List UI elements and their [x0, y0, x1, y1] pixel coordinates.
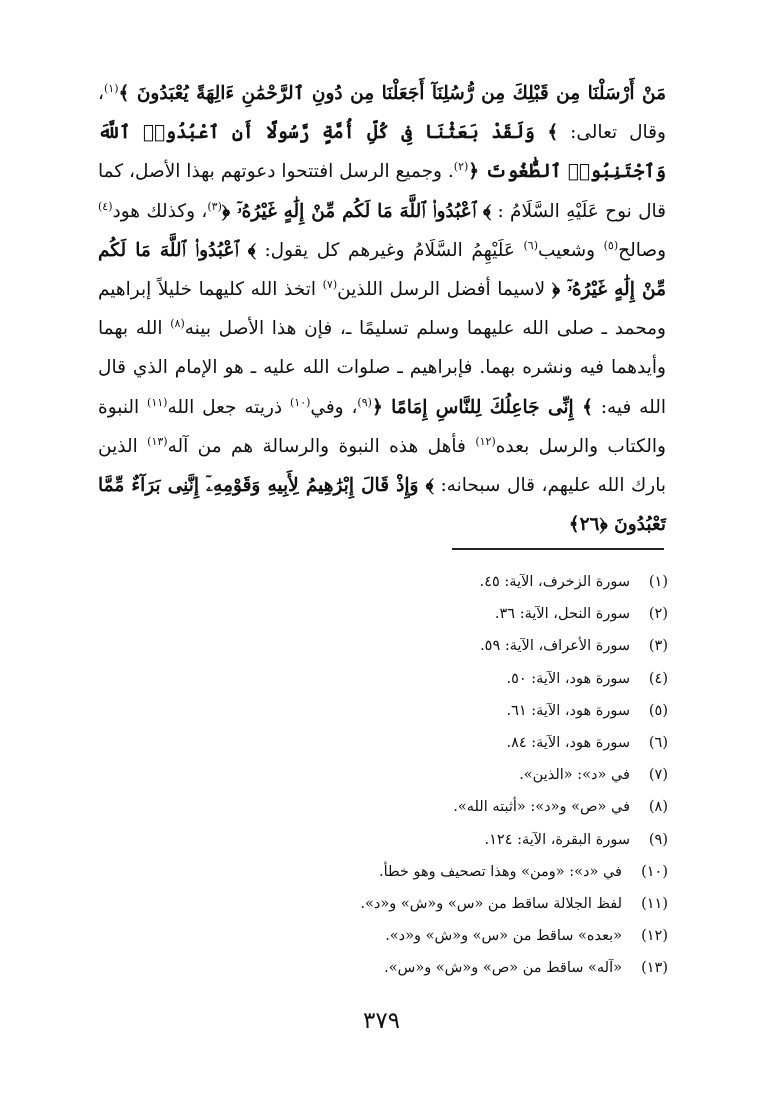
footnote-number: (٩) — [648, 831, 668, 848]
footnote-text: سورة الزخرف، الآية: ٤٥. — [479, 574, 630, 590]
quran-verse: ﴾ وَإِذْ قَالَ إِبْرَٰهِيمُ لِأَبِيهِ وَقَوْمِهِۦٓ إِنَّنِى بَرَآءٌ مِّمَّا تَعْبُدُونَ ﴿٢٦﴾ — [98, 475, 666, 536]
footnote-separator — [452, 548, 664, 550]
quran-verse: ﴾ ٱعْبُدُوا۟ ٱللَّهَ مَا لَكُم مِّنْ إِلَٰهٍ غَيْرُهُۥٓ ﴿ — [221, 200, 492, 222]
quran-verse: ﴾ وَلَقَدْ بَعَثْنَا فِى كُلِّ أُمَّةٍ رَّسُولًا أَنِ ٱعْبُدُوا۟ ٱللَّهَ وَٱجْتَنِبُوا۟ ٱلطَّٰغُوتَ ﴿ — [98, 122, 666, 183]
footnote-item — [150, 888, 668, 920]
footnote-number: (١١) — [641, 895, 668, 912]
footnote-number: (٥) — [648, 702, 668, 719]
footnote-item — [150, 824, 668, 856]
footnote-number: (١٣) — [641, 960, 668, 977]
footnote-text: سورة هود، الآية: ٦١. — [506, 702, 630, 719]
quran-verse: ﴾ إِنِّى جَاعِلُكَ لِلنَّاسِ إِمَامًا ﴿ — [371, 396, 593, 418]
footnote-number: (٧) — [648, 767, 668, 784]
footnote-ref: (١٢) — [475, 434, 496, 448]
footnote-text: سورة النحل، الآية: ٣٦. — [494, 606, 630, 623]
footnote-number: (٨) — [648, 799, 668, 816]
footnote-item — [150, 630, 668, 662]
footnote-ref: (٥) — [603, 238, 619, 252]
footnote-text: «بعده» ساقط من «س» و«ش» و«د». — [385, 928, 622, 945]
footnote-number: (١) — [648, 574, 668, 590]
footnote-item — [150, 566, 668, 598]
footnote-ref: (٨) — [170, 317, 185, 331]
footnote-text: لفظ الجلالة ساقط من «س» و«ش» و«د». — [360, 895, 622, 912]
footnote-ref: (٣) — [207, 199, 222, 213]
footnote-number: (٦) — [648, 734, 668, 751]
footnote-item — [150, 695, 668, 727]
footnote-text: سورة البقرة، الآية: ١٢٤. — [484, 831, 630, 848]
footnote-item — [150, 856, 668, 888]
footnote-number: (٣) — [648, 638, 668, 655]
footnotes-list — [150, 566, 668, 984]
footnote-text: سورة هود، الآية: ٥٠. — [506, 670, 630, 687]
footnote-text: في «د»: «الذين». — [519, 767, 630, 784]
footnote-text: في «د»: «ومن» وهذا تصحيف وهو خطأ. — [379, 863, 622, 880]
quran-verse: ﴾ ٱعْبُدُوا۟ ٱللَّهَ مَا لَكُم مِّنْ إِلَٰهٍ غَيْرُهُۥٓ ﴿ — [98, 239, 666, 301]
footnote-text: سورة الأعراف، الآية: ٥٩. — [480, 638, 630, 655]
footnote-item — [150, 598, 668, 630]
footnote-item — [150, 759, 668, 791]
footnote-item — [150, 952, 668, 984]
footnote-ref: (١٣) — [147, 434, 168, 448]
footnote-item — [150, 663, 668, 695]
main-paragraph: مَنْ أَرْسَلْنَا مِن قَبْلِكَ مِن رُّسُلِنَآ أَجَعَلْنَا مِن دُونِ ٱلرَّحْمَٰنِ ءَالِهَةً يُعْبَدُونَ ﴾$^{(١)}$، وقال تعالى: ﴾ وَلَقَدْ بَعَثْنَا فِى كُلِّ أُمَّةٍ رَّسُولًا أَنِ ٱعْبُدُوا۟ ٱللَّهَ وَٱجْتَنِبُوا۟ ٱلطَّٰغُوتَ ﴿$^{(٢)}$. وجميع الرسل افتتحوا دعوتهم بهذا الأصل، كما قال نوح عَلَيْهِ السَّلَامُ : ﴾ ٱعْبُدُوا۟ ٱللَّهَ مَا لَكُم مِّنْ إِلَٰهٍ غَيْرُهُۥٓ ﴿$^{(٣)}$، وكذلك هود$^{(٤)}$ وصالح$^{(٥)}$ وشعيب$^{(٦)}$ عَلَيْهِمُ السَّلَامُ وغيرهم كل يقول: ﴾ ٱعْبُدُوا۟ ٱللَّهَ مَا لَكُم مِّنْ إِلَٰهٍ غَيْرُهُۥٓ ﴿ لاسيما أفضل الرسل اللذين$^{(٧)}$ اتخذ الله كليهما خليلاً إبراهيم ومحمد ـ صلى الله عليهما وسلم تسليمًا ـ، فإن هذا الأصل بينه$^{(٨)}$ الله بهما وأيدهما فيه ونشره بهما. فإبراهيم ـ صلوات الله عليه ـ هو الإمام الذي قال الله فيه: ﴾ إِنِّى جَاعِلُكَ لِلنَّاسِ إِمَامًا ﴿$^{(٩)}$، وفي$^{(١٠)}$ ذريته جعل الله$^{(١١)}$ النبوة والكتاب والرسل بعده$^{(١٢)}$ فأهل هذه النبوة والرسالة هم من آله$^{(١٣)}$ الذين بارك الله عليهم، قال سبحانه: ﴾ وَإِذْ قَالَ إِبْرَٰهِيمُ لِأَبِيهِ وَقَوْمِهِۦٓ إِنَّنِى بَرَآءٌ مِّمَّا تَعْبُدُونَ ﴿٢٦﴾ — [98, 81, 667, 536]
footnote-ref: (١) — [103, 81, 119, 95]
footnote-number: (١٢) — [641, 928, 668, 945]
footnote-ref: (٦) — [523, 238, 538, 252]
footnote-text: في «ص» و«د»: «أثبته الله». — [453, 799, 630, 816]
footnote-number: (١٠) — [641, 863, 668, 880]
footnote-ref: (٩) — [357, 395, 372, 409]
footnote-ref: (٧) — [322, 277, 338, 291]
footnote-item — [150, 920, 668, 952]
footnote-text: «آله» ساقط من «ص» و«ش» و«س». — [384, 960, 622, 977]
footnote-ref: (١١) — [147, 395, 168, 409]
page-number: ٣٧٩ — [362, 1008, 401, 1034]
footnote-number: (٢) — [648, 606, 668, 623]
footnote-number: (٤) — [648, 670, 668, 687]
footnote-item — [150, 727, 668, 759]
footnote-text: سورة هود، الآية: ٨٤. — [506, 734, 630, 751]
footnote-item — [150, 791, 668, 823]
footnote-ref: (٢) — [453, 160, 469, 174]
footnote-ref: (١٠) — [290, 395, 311, 409]
footnote-ref: (٤) — [98, 199, 113, 213]
quran-verse: مَنْ أَرْسَلْنَا مِن قَبْلِكَ مِن رُّسُلِنَآ أَجَعَلْنَا مِن دُونِ ٱلرَّحْمَٰنِ ءَالِهَةً يُعْبَدُونَ ﴾ — [118, 83, 666, 104]
